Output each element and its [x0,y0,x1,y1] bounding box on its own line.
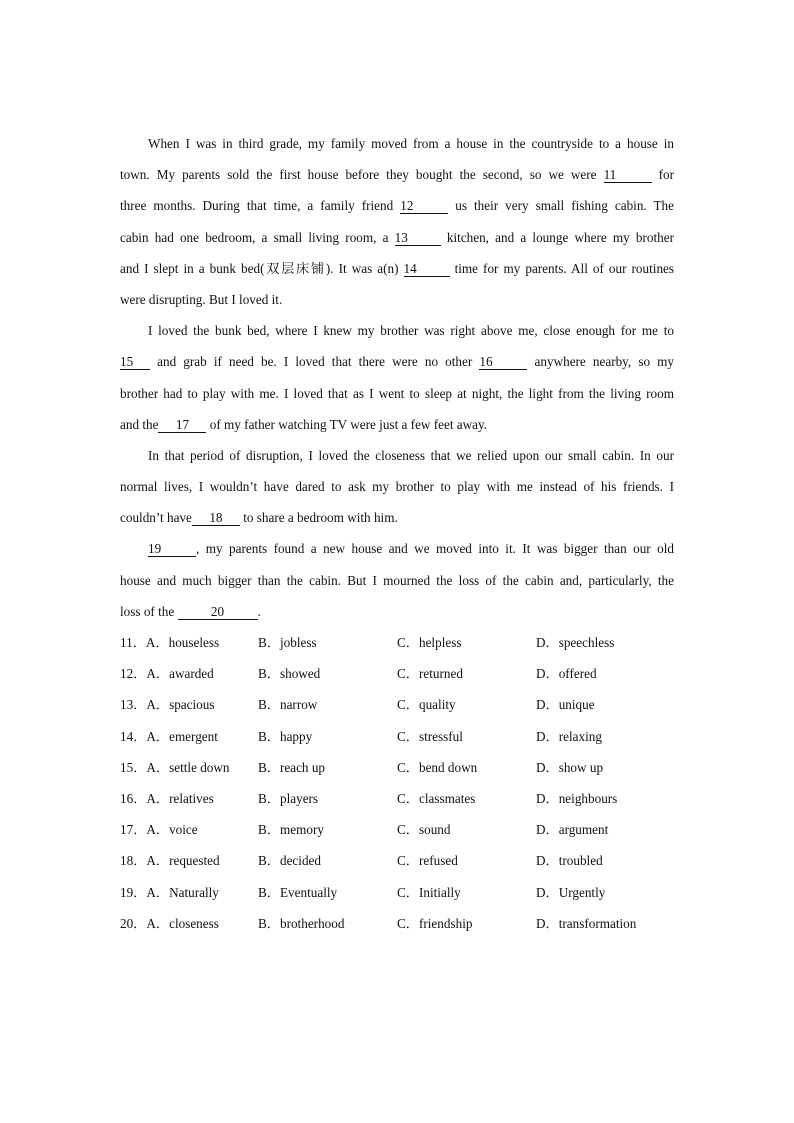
blank-12[interactable]: 12 [400,199,448,214]
option-d[interactable]: D．speechless [536,635,615,650]
option-a[interactable]: 17．A．voice [120,822,198,838]
option-d[interactable]: D．unique [536,697,595,713]
option-d[interactable]: D．relaxing [536,728,602,744]
passage-line: were disrupting. But I loved it. [120,291,283,307]
question-row [120,814,674,845]
blank-14[interactable]: 14 [404,262,450,277]
answer-options [120,627,674,939]
blank-20[interactable]: 20 [178,605,258,620]
question-row [120,721,674,752]
passage-line: In that period of disruption, I loved the closeness that we relied upon our small cabin. In our [148,447,674,463]
option-a[interactable]: 14．A．emergent [120,728,218,744]
passage-text: to share a bedroom with him. [243,510,398,526]
passage-text: anywhere nearby, so my [534,354,674,370]
option-d[interactable]: D．transformation [536,915,637,931]
paragraph-1 [120,128,674,315]
paragraph-4 [120,533,674,627]
option-c[interactable]: C．bend down [397,759,478,775]
paragraph-3 [120,440,674,534]
passage-text: of my father watching TV were just a few feet away. [209,416,488,432]
question-row [120,877,674,908]
passage-line [120,409,674,440]
passage-text: , my parents found a new house and we moved into it. It was bigger than our old [196,541,674,557]
blank-11[interactable]: 11 [604,168,652,183]
passage-text: cabin had one bedroom, a small living room, a [120,229,389,245]
blank-15[interactable]: 15 [120,355,150,370]
option-c[interactable]: C．Initially [397,884,461,900]
question-row [120,783,674,814]
option-d[interactable]: D．argument [536,822,609,838]
option-c[interactable]: C．classmates [397,790,476,806]
option-b[interactable]: B．reach up [258,759,326,775]
option-b[interactable]: B．happy [258,728,313,744]
passage-text: and I slept in a bunk bed(双层床铺). It was a(n) [120,260,399,276]
passage-line: house and much bigger than the cabin. But I mourned the loss of the cabin and, particularly, the [120,572,674,588]
option-b[interactable]: B．players [258,790,319,806]
option-c[interactable]: C．returned [397,666,463,682]
option-d[interactable]: D．troubled [536,853,603,869]
option-a[interactable]: 20．A．closeness [120,915,219,931]
option-b[interactable]: B．memory [258,822,324,838]
passage-text: for [658,167,674,183]
option-a[interactable]: 15．A．settle down [120,759,230,775]
passage-text: and grab if need be. I loved that there were no other [157,354,473,370]
option-d[interactable]: D．neighbours [536,790,618,806]
passage-line [120,159,674,190]
passage-text: . [257,603,261,619]
option-a[interactable]: 12．A．awarded [120,666,214,682]
blank-17[interactable]: 17 [158,418,206,433]
passage-line: I loved the bunk bed, where I knew my brother was right above me, close enough for me to [148,323,674,339]
passage-text: three months. During that time, a family friend [120,198,394,214]
passage-line: When I was in third grade, my family moved from a house in the countryside to a house in [148,136,674,151]
passage-line [120,190,674,221]
passage-line: normal lives, I wouldn’t have dared to ask my brother to play with me instead of his friends. I [120,479,674,495]
passage-text: couldn’t have [120,510,192,526]
passage-text: town. My parents sold the first house before they bought the second, so we were [120,167,597,183]
option-b[interactable]: B．decided [258,853,321,869]
passage-line [120,533,674,564]
option-d[interactable]: D．show up [536,759,604,775]
option-b[interactable]: B．showed [258,666,321,682]
passage-line [120,222,674,253]
question-row [120,752,674,783]
passage-line [120,502,674,533]
passage-text: loss of the [120,603,175,619]
question-row [120,658,674,689]
option-a[interactable]: 11．A．houseless [120,635,220,650]
blank-19[interactable]: 19 [148,542,196,557]
option-a[interactable]: 16．A．relatives [120,790,214,806]
passage-line [120,596,674,627]
option-c[interactable]: C．sound [397,822,451,838]
passage-line [120,346,674,377]
question-row [120,845,674,876]
option-d[interactable]: D．Urgently [536,884,606,900]
option-a[interactable]: 19．A．Naturally [120,884,219,900]
option-b[interactable]: B．brotherhood [258,915,345,931]
passage-text: time for my parents. All of our routines [454,260,674,276]
passage-text: and the [120,416,159,432]
blank-13[interactable]: 13 [395,231,441,246]
option-b[interactable]: B．jobless [258,635,317,650]
passage-text: us their very small fishing cabin. The [455,198,674,214]
passage-line: brother had to play with me. I loved that as I went to sleep at night, the light from the living room [120,385,674,401]
passage-line [120,253,674,284]
option-c[interactable]: C．helpless [397,635,462,650]
blank-18[interactable]: 18 [192,511,240,526]
question-row [120,627,674,658]
blank-16[interactable]: 16 [479,355,527,370]
question-row [120,908,674,939]
option-c[interactable]: C．friendship [397,915,473,931]
worksheet-page [120,128,674,939]
option-b[interactable]: B．narrow [258,697,318,713]
option-d[interactable]: D．offered [536,666,597,682]
option-c[interactable]: C．stressful [397,728,463,744]
option-b[interactable]: B．Eventually [258,884,338,900]
question-row [120,689,674,720]
option-c[interactable]: C．refused [397,853,458,869]
option-c[interactable]: C．quality [397,697,456,713]
passage-text: kitchen, and a lounge where my brother [446,229,674,245]
paragraph-2 [120,315,674,440]
option-a[interactable]: 18．A．requested [120,853,220,869]
option-a[interactable]: 13．A．spacious [120,697,215,713]
